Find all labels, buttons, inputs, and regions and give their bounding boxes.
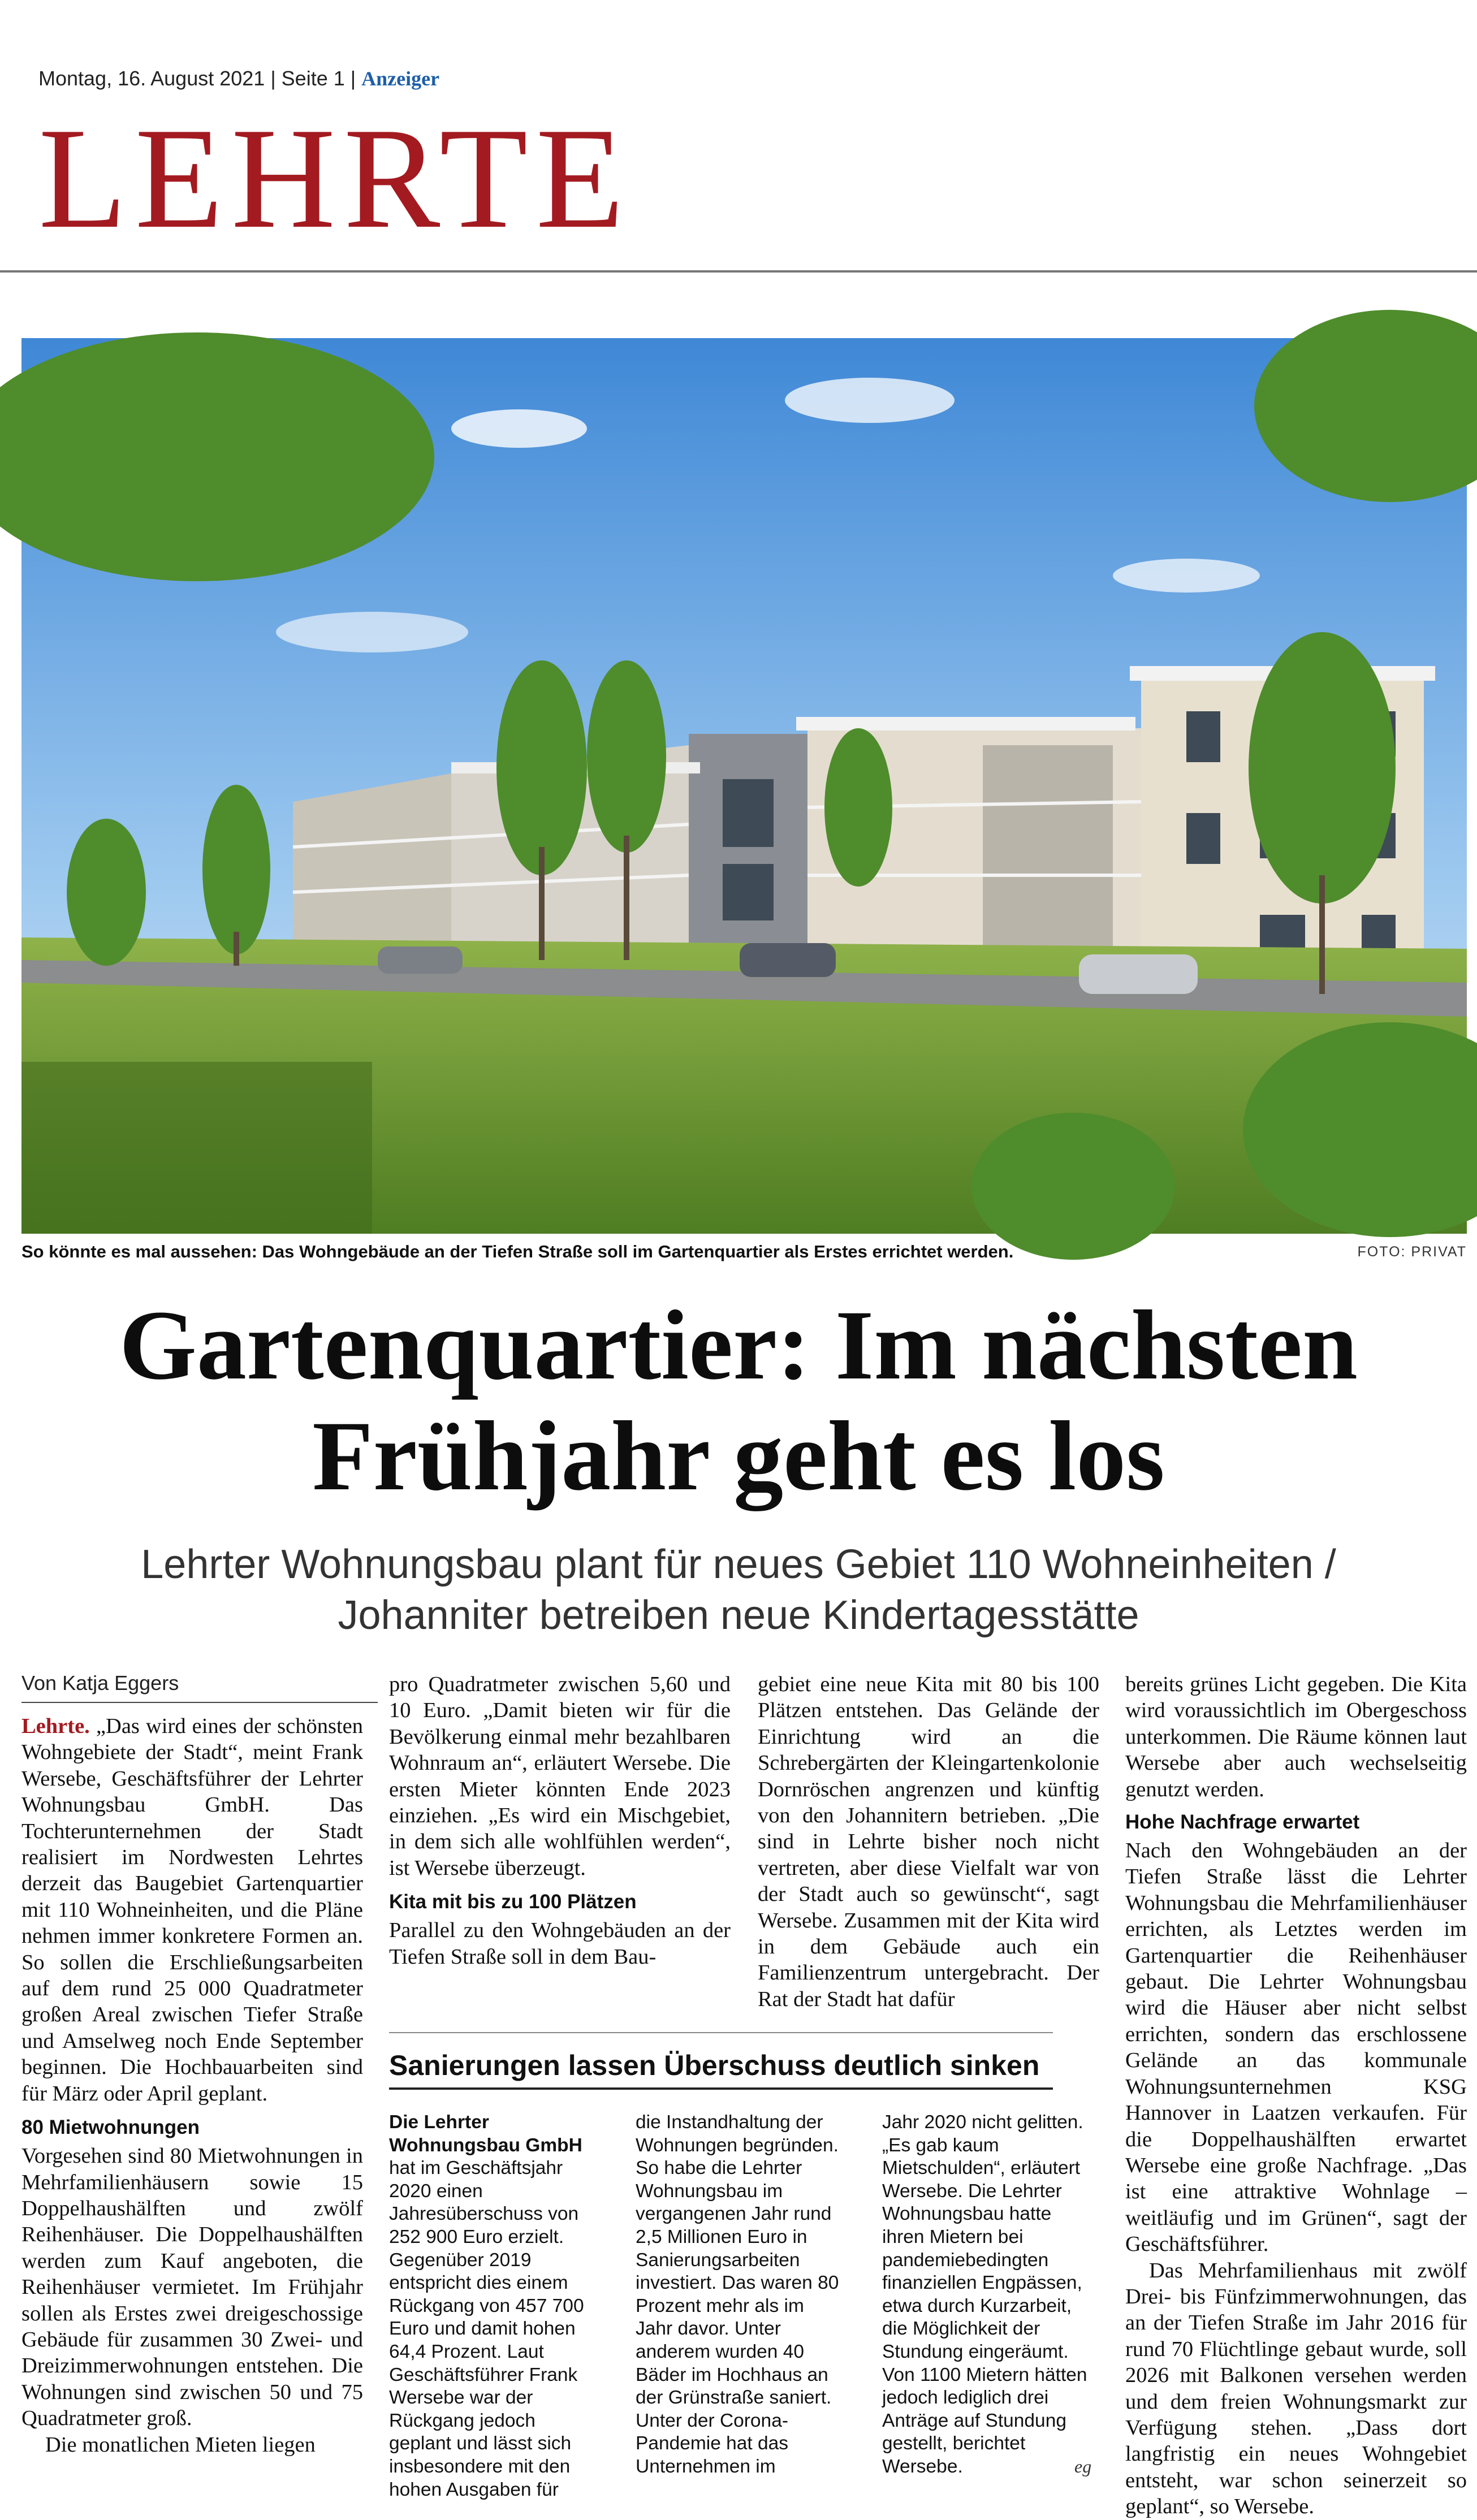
byline-rule (21, 1702, 378, 1703)
photo-caption: So könnte es mal aussehen: Das Wohngebäude an der Tiefen Straße soll im Gartenquartier als Erstes errichtet werden. (21, 1242, 1014, 1261)
headline (0, 1290, 1477, 1512)
paper-name: Anzeiger (361, 67, 440, 90)
photo-credit: FOTO: PRIVAT (1357, 1244, 1467, 1260)
col4-paragraph-3: Das Mehrfamilienhaus mit zwölf Drei- bis Fünfzimmerwohnungen, das an der Tiefen Straße im Jahr 2016 für rund 70 Flüchtlinge gebaut wurde, soll 2026 mit Balkonen versehen werden und dem freien Wohnungsmarkt zur Verfügung stehen. „Dass dort langfristig ein neues Wohngebiet entsteht, war schon seinerzeit so geplant“, so Wersebe. (1125, 2258, 1467, 2519)
headline-line-1: Gartenquartier: Im nächsten (119, 1290, 1358, 1401)
article-column-4 (1125, 1671, 1467, 2520)
article-photo (21, 338, 1467, 1234)
masthead-rule (0, 270, 1477, 273)
box-top-rule (389, 2032, 1053, 2033)
col4-paragraph-1: bereits grünes Licht gegeben. Die Kita wird voraussichtlich im Obergeschoss unterkommen. Die Räume können laut Wersebe aber auch wechselseitig genutzt werden. (1125, 1672, 1467, 1801)
article-column-2 (389, 1671, 731, 1970)
col3-paragraph-1: gebiet eine neue Kita mit 80 bis 100 Plätzen entstehen. Das Gelände der Einrichtung wird an die Schrebergärten der Kleingartenkolonie Dornröschen angrenzen und künftig von den Johannitern betrieben. „Die sind in Lehrte bisher noch nicht vertreten, aber diese Vielfalt war von der Stadt auch so gewünscht“, sagt Wersebe. Zusammen mit der Kita wird in dem Gebäude auch ein Familienzentrum untergebracht. Der Rat der Stadt hat dafür (758, 1672, 1099, 2011)
subhead-line-2: Johanniter betreiben neue Kindertagesstätte (338, 1593, 1139, 1638)
col2-paragraph-1: pro Quadratmeter zwischen 5,60 und 10 Euro. „Damit bieten wir für die Bevölkerung einmal mehr bezahlbaren Wohnraum an“, erläutert Wersebe. Die ersten Mieter könnten Ende 2023 einziehen. „Es wird ein Mischgebiet, in dem sich alle wohlfühlen werden“, ist Wersebe überzeugt. (389, 1672, 731, 1880)
box-column-1 (389, 2111, 595, 2501)
box-title-rule (389, 2087, 1053, 2090)
section-title: LEHRTE (38, 98, 632, 258)
subheading-nachfrage: Hohe Nachfrage erwartet (1125, 1811, 1360, 1834)
box-column-3: Jahr 2020 nicht gelitten. „Es gab kaum Mietschulden“, erläutert Wersebe. Die Lehrter Wohnungsbau hatte ihren Mietern bei pandemiebedingten finanziellen Engpässen, etwa durch Kurzarbeit, die Möglichkeit der Stundung eingeräumt. Von 1100 Mietern hätten jedoch lediglich drei Anträge auf Stundung gestellt, berichtet Wersebe. (882, 2112, 1087, 2477)
subheading-kita: Kita mit bis zu 100 Plätzen (389, 1891, 637, 1913)
dateline: Lehrte. (21, 1714, 90, 1738)
author-byline: Von Katja Eggers (21, 1671, 179, 1695)
box-signature: eg (1074, 2456, 1092, 2476)
page-number: Seite 1 (281, 67, 345, 90)
issue-date: Montag, 16. August 2021 (38, 67, 265, 90)
subhead-line-1: Lehrter Wohnungsbau plant für neues Gebiet 110 Wohneinheiten / (141, 1542, 1336, 1587)
col1-paragraph-1: „Das wird eines der schönsten Wohngebiete der Stadt“, meint Frank Wersebe, Geschäftsführer der Lehrter Wohnungsbau GmbH. Das Tochterunternehmen der Stadt realisiert im Nordwesten Lehrtes derzeit das Baugebiet Gartenquartier mit 110 Wohneinheiten, und die Pläne nehmen immer konkretere Formen an. So sollen die Erschließungsarbeiten auf dem rund 25 000 Quadratmeter großen Areal zwischen Tiefer Straße und Amselweg noch Ende September beginnen. Die Hochbauarbeiten sind für März oder April geplant. (21, 1714, 363, 2106)
col2-paragraph-2: Parallel zu den Wohngebäuden an der Tiefen Straße soll in dem Bau- (389, 1918, 731, 1969)
box-title: Sanierungen lassen Überschuss deutlich sinken (389, 2050, 1040, 2081)
headline-line-2: Frühjahr geht es los (312, 1401, 1165, 1511)
subheading-mietwohnungen: 80 Mietwohnungen (21, 2116, 200, 2139)
subheadline (0, 1539, 1477, 1641)
col1-paragraph-2: Vorgesehen sind 80 Mietwohnungen in Mehrfamilienhäusern sowie 15 Doppelhaushälften und zwölf Reihenhäuser. Die Doppelhaushälften werden zum Kauf angeboten, die Reihenhäuser vermietet. Im Frühjahr sollen als Erstes zwei dreigeschossige Gebäude für zusammen 30 Zwei- und Dreizimmerwohnungen entstehen. Die Wohnungen sind zwischen 50 und 75 Quadratmeter groß. (21, 2144, 363, 2431)
col4-paragraph-2: Nach den Wohngebäuden an der Tiefen Straße lässt die Lehrter Wohnungsbau die Mehrfamilienhäuser errichten, als Letztes werden im Gartenquartier die Reihenhäuser gebaut. Die Lehrter Wohnungsbau wird die Häuser aber nicht selbst errichten, sondern das erschlossene Gelände an das kommunale Wohnungsunternehmen KSG Hannover in Laatzen verkaufen. Für die Doppelhaushälften erwartet Wersebe eine große Nachfrage. „Das ist eine attraktive Wohnlage – weitläufig und im Grünen“, sagt der Geschäftsführer. (1125, 1839, 1467, 2257)
article-column-1 (21, 1713, 363, 2458)
col1-paragraph-3: Die monatlichen Mieten liegen (45, 2432, 316, 2457)
box-column-2: die Instandhaltung der Wohnungen begründen. So habe die Lehrter Wohnungsbau im vergangenen Jahr rund 2,5 Millionen Euro in Sanierungsarbeiten investiert. Das waren 80 Prozent mehr als im Jahr davor. Unter anderem wurden 40 Bäder im Hochhaus an der Grünstraße saniert. Unter der Corona-Pandemie hat das Unternehmen im (636, 2112, 839, 2477)
box-column-1-text: hat im Geschäftsjahr 2020 einen Jahresüberschuss von 252 900 Euro erzielt. Gegenüber 2019 entspricht dies einem Rückgang von 457 700 Euro und damit hohen 64,4 Prozent. Laut Geschäftsführer Frank Wersebe war der Rückgang jedoch geplant und lässt sich insbesondere mit den hohen Ausgaben für (389, 2158, 584, 2500)
issue-meta: Montag, 16. August 2021 | Seite 1 | Anzeiger (38, 67, 440, 90)
box-lead: Die Lehrter Wohnungsbau GmbH (389, 2112, 582, 2156)
article-column-3 (758, 1671, 1099, 2012)
